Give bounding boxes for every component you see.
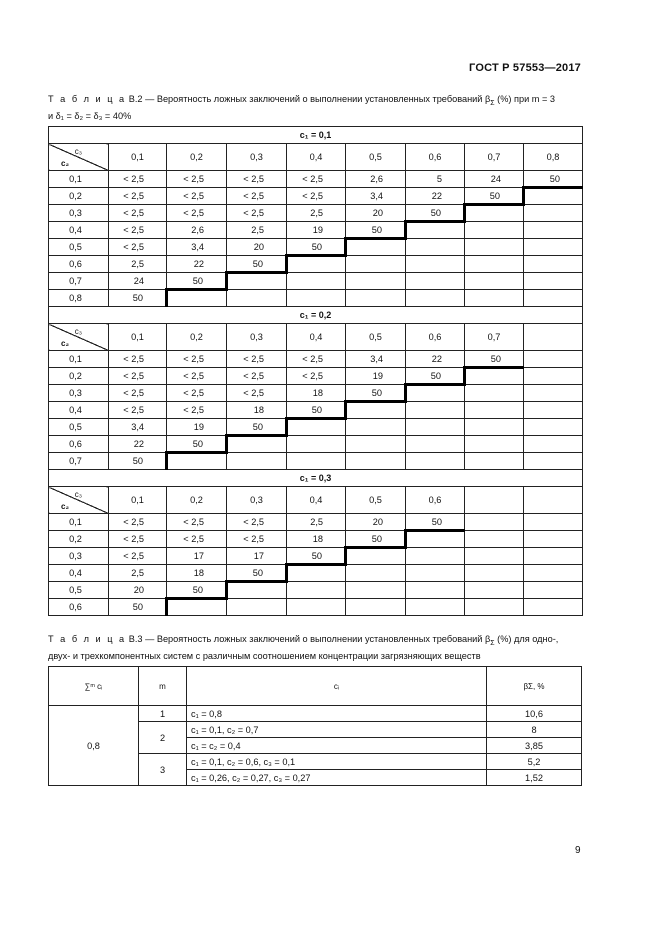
table-cell	[524, 188, 583, 205]
row-header: 0,6	[49, 256, 109, 273]
column-header: 0,6	[406, 144, 465, 171]
table-cell: < 2,5	[109, 531, 167, 548]
table-cell: 18	[167, 565, 227, 582]
table-cell	[524, 402, 583, 419]
ci-value: c₁ = 0,1, c₂ = 0,7	[187, 722, 487, 738]
table-cell: 50	[227, 565, 287, 582]
table-cell	[406, 402, 465, 419]
table-cell	[287, 436, 346, 453]
table-cell	[465, 205, 524, 222]
table-cell: 50	[109, 599, 167, 616]
table-cell	[227, 273, 287, 290]
row-header: 0,7	[49, 453, 109, 470]
table-cell: < 2,5	[167, 351, 227, 368]
table-cell: 2,5	[287, 205, 346, 222]
column-header: 0,1	[109, 487, 167, 514]
table-cell	[524, 239, 583, 256]
table-cell	[524, 531, 583, 548]
table-cell	[465, 402, 524, 419]
beta-value: 1,52	[487, 770, 582, 786]
table-cell: 50	[227, 256, 287, 273]
table-cell: < 2,5	[287, 171, 346, 188]
table-cell: 50	[287, 402, 346, 419]
table-cell: 5	[406, 171, 465, 188]
column-header: 0,4	[287, 324, 346, 351]
table-cell	[287, 256, 346, 273]
table-cell	[346, 419, 406, 436]
row-label: c₂	[61, 339, 70, 348]
table-cell	[465, 548, 524, 565]
table-cell: < 2,5	[227, 171, 287, 188]
beta-value: 5,2	[487, 754, 582, 770]
table-cell	[406, 565, 465, 582]
table-cell: 19	[287, 222, 346, 239]
column-header: 0,8	[524, 144, 583, 171]
row-header: 0,2	[49, 188, 109, 205]
ci-value: c₁ = 0,26, c₂ = 0,27, c₃ = 0,27	[187, 770, 487, 786]
row-header: 0,3	[49, 385, 109, 402]
table-cell	[167, 453, 227, 470]
column-header	[524, 324, 583, 351]
column-header: 0,2	[167, 144, 227, 171]
table-cell	[524, 273, 583, 290]
table-cell: 3,4	[109, 419, 167, 436]
table-cell	[524, 385, 583, 402]
table-cell: < 2,5	[167, 171, 227, 188]
row-label: c₂	[61, 159, 70, 168]
table-cell	[465, 453, 524, 470]
table-b3-caption: Т а б л и ц а В.3 — Вероятность ложных заключений о выполнении установленных требований $\beta_\Sigma$ (%) для одно-, двух- и трехкомпонентных систем с различным соотношением концентрации загрязняющих веществ	[48, 634, 559, 661]
table-cell: 50	[465, 351, 524, 368]
table-cell: < 2,5	[227, 351, 287, 368]
table-cell: < 2,5	[109, 351, 167, 368]
ci-value: c₁ = 0,1, c₂ = 0,6, c₃ = 0,1	[187, 754, 487, 770]
row-header: 0,5	[49, 582, 109, 599]
table-cell: 50	[109, 290, 167, 307]
column-header: 0,6	[406, 487, 465, 514]
table-cell: < 2,5	[227, 205, 287, 222]
table-cell: 50	[167, 273, 227, 290]
table-cell	[406, 256, 465, 273]
row-label: c₂	[61, 502, 70, 511]
table-cell: 18	[287, 385, 346, 402]
table-cell	[524, 368, 583, 385]
table-cell: 2,6	[346, 171, 406, 188]
col-label: c₃	[74, 327, 82, 336]
table-b2	[48, 126, 583, 616]
column-header: 0,1	[109, 324, 167, 351]
m-value: 2	[139, 722, 187, 754]
table-cell	[465, 565, 524, 582]
table-cell	[465, 385, 524, 402]
table-cell	[227, 436, 287, 453]
header-ci: cᵢ	[187, 667, 487, 706]
table-cell	[346, 565, 406, 582]
table-cell: 50	[346, 531, 406, 548]
column-header: 0,5	[346, 144, 406, 171]
table-cell	[465, 222, 524, 239]
column-header: 0,2	[167, 487, 227, 514]
table-cell: 17	[227, 548, 287, 565]
table-cell	[524, 256, 583, 273]
table-cell: 50	[346, 385, 406, 402]
beta-value: 8	[487, 722, 582, 738]
col-label: c₃	[74, 490, 82, 499]
table-cell	[167, 290, 227, 307]
table-cell: 20	[109, 582, 167, 599]
header-m: m	[139, 667, 187, 706]
table-cell	[406, 290, 465, 307]
table-cell	[524, 205, 583, 222]
table-cell	[524, 548, 583, 565]
table-cell: < 2,5	[109, 385, 167, 402]
table-cell: < 2,5	[109, 402, 167, 419]
table-cell: < 2,5	[227, 188, 287, 205]
beta-value: 3,85	[487, 738, 582, 754]
table-cell	[465, 599, 524, 616]
table-cell: 50	[465, 188, 524, 205]
table-cell: 50	[109, 453, 167, 470]
table-cell	[524, 453, 583, 470]
table-cell	[346, 582, 406, 599]
table-cell: < 2,5	[109, 514, 167, 531]
table-cell	[524, 436, 583, 453]
row-header: 0,5	[49, 239, 109, 256]
table-cell: 3,4	[167, 239, 227, 256]
row-header: 0,4	[49, 565, 109, 582]
table-cell	[287, 453, 346, 470]
table-cell	[406, 222, 465, 239]
header-beta: βΣ, %	[487, 667, 582, 706]
section-title: c₁ = 0,1	[49, 127, 583, 144]
table-cell	[287, 273, 346, 290]
table-cell	[287, 565, 346, 582]
table-cell: 50	[406, 514, 465, 531]
table-cell: 2,5	[109, 565, 167, 582]
table-cell	[287, 582, 346, 599]
table-cell: < 2,5	[287, 188, 346, 205]
table-cell	[227, 290, 287, 307]
table-cell: < 2,5	[109, 171, 167, 188]
table-cell	[227, 582, 287, 599]
standard-number: ГОСТ Р 57553—2017	[469, 62, 581, 74]
table-cell: 20	[346, 205, 406, 222]
table-cell	[346, 273, 406, 290]
table-cell	[465, 273, 524, 290]
table-cell	[524, 419, 583, 436]
table-cell: < 2,5	[227, 514, 287, 531]
table-cell: 22	[109, 436, 167, 453]
row-header: 0,6	[49, 599, 109, 616]
table-cell: 50	[167, 436, 227, 453]
table-cell: 50	[346, 222, 406, 239]
table-cell	[346, 548, 406, 565]
column-header: 0,4	[287, 487, 346, 514]
table-cell: 24	[109, 273, 167, 290]
row-header: 0,4	[49, 222, 109, 239]
page-number: 9	[575, 845, 581, 856]
table-cell: < 2,5	[167, 368, 227, 385]
table-cell	[406, 453, 465, 470]
table-cell: 2,5	[227, 222, 287, 239]
row-header: 0,1	[49, 171, 109, 188]
table-cell: < 2,5	[227, 368, 287, 385]
section-title: c₁ = 0,3	[49, 470, 583, 487]
table-cell: 50	[406, 205, 465, 222]
table-cell: 2,5	[287, 514, 346, 531]
table-cell	[346, 453, 406, 470]
table-cell: 3,4	[346, 351, 406, 368]
col-label: c₃	[74, 147, 82, 156]
table-cell: 3,4	[346, 188, 406, 205]
table-cell	[524, 582, 583, 599]
table-cell	[406, 239, 465, 256]
column-header: 0,6	[406, 324, 465, 351]
table-cell	[465, 436, 524, 453]
table-cell	[287, 419, 346, 436]
table-cell	[406, 531, 465, 548]
table-cell	[465, 514, 524, 531]
row-header: 0,7	[49, 273, 109, 290]
table-cell	[287, 599, 346, 616]
table-cell: < 2,5	[109, 188, 167, 205]
m-value: 3	[139, 754, 187, 786]
table-cell	[227, 599, 287, 616]
table-cell: < 2,5	[167, 188, 227, 205]
table-cell: < 2,5	[167, 385, 227, 402]
table-cell	[524, 514, 583, 531]
table-cell	[524, 351, 583, 368]
table-cell	[406, 273, 465, 290]
table-cell: 50	[524, 171, 583, 188]
table-cell	[406, 548, 465, 565]
table-cell: 2,5	[109, 256, 167, 273]
column-header: 0,3	[227, 324, 287, 351]
table-cell	[465, 239, 524, 256]
table-cell: < 2,5	[109, 548, 167, 565]
column-header: 0,4	[287, 144, 346, 171]
table-cell	[465, 419, 524, 436]
table-cell: < 2,5	[167, 514, 227, 531]
section-title: c₁ = 0,2	[49, 307, 583, 324]
column-header: 0,5	[346, 324, 406, 351]
table-cell	[465, 256, 524, 273]
table-cell	[406, 385, 465, 402]
table-cell: < 2,5	[227, 385, 287, 402]
table-cell	[524, 565, 583, 582]
table-cell	[227, 453, 287, 470]
table-cell: < 2,5	[227, 531, 287, 548]
table-cell	[346, 239, 406, 256]
table-cell	[524, 599, 583, 616]
table-cell	[346, 402, 406, 419]
column-header: 0,7	[465, 144, 524, 171]
table-cell: 50	[406, 368, 465, 385]
column-header: 0,3	[227, 144, 287, 171]
table-cell: < 2,5	[167, 205, 227, 222]
table-cell: < 2,5	[167, 402, 227, 419]
table-cell	[465, 368, 524, 385]
table-cell: 22	[406, 351, 465, 368]
table-cell: < 2,5	[109, 205, 167, 222]
sum-value: 0,8	[49, 706, 139, 786]
table-b2-caption: Т а б л и ц а В.2 — Вероятность ложных заключений о выполнении установленных требований $\beta_\Sigma$ (%) при m = 3 и δ₁ = δ₂ = δ₃ = 40%	[48, 94, 555, 121]
table-cell: 24	[465, 171, 524, 188]
table-cell: < 2,5	[167, 531, 227, 548]
table-cell	[346, 436, 406, 453]
table-cell: 18	[227, 402, 287, 419]
table-cell: 50	[287, 548, 346, 565]
table-cell	[406, 582, 465, 599]
table-cell: 50	[287, 239, 346, 256]
column-header: 0,5	[346, 487, 406, 514]
row-header: 0,1	[49, 514, 109, 531]
row-header: 0,8	[49, 290, 109, 307]
table-cell: < 2,5	[287, 368, 346, 385]
row-header: 0,3	[49, 205, 109, 222]
table-cell	[346, 290, 406, 307]
column-header: 0,2	[167, 324, 227, 351]
header-sum: ∑ᵐ cᵢ	[49, 667, 139, 706]
table-cell: 19	[346, 368, 406, 385]
table-cell: 22	[167, 256, 227, 273]
table-cell: < 2,5	[109, 222, 167, 239]
table-cell	[346, 599, 406, 616]
table-cell	[406, 419, 465, 436]
table-cell	[406, 436, 465, 453]
table-cell: 20	[227, 239, 287, 256]
diagonal-header	[49, 144, 109, 171]
row-header: 0,1	[49, 351, 109, 368]
table-cell: 17	[167, 548, 227, 565]
table-cell	[524, 290, 583, 307]
table-cell: 22	[406, 188, 465, 205]
column-header: 0,1	[109, 144, 167, 171]
table-cell: 2,6	[167, 222, 227, 239]
table-cell	[167, 599, 227, 616]
table-b3	[48, 666, 582, 786]
table-cell: 50	[167, 582, 227, 599]
ci-value: c₁ = 0,8	[187, 706, 487, 722]
column-header	[524, 487, 583, 514]
column-header	[465, 487, 524, 514]
row-header: 0,6	[49, 436, 109, 453]
table-cell	[406, 599, 465, 616]
column-header: 0,7	[465, 324, 524, 351]
table-cell	[465, 582, 524, 599]
table-cell	[346, 256, 406, 273]
table-cell: 20	[346, 514, 406, 531]
ci-value: c₁ = c₂ = 0,4	[187, 738, 487, 754]
table-cell: 19	[167, 419, 227, 436]
m-value: 1	[139, 706, 187, 722]
diagonal-header	[49, 324, 109, 351]
row-header: 0,3	[49, 548, 109, 565]
column-header: 0,3	[227, 487, 287, 514]
row-header: 0,4	[49, 402, 109, 419]
table-cell	[287, 290, 346, 307]
table-cell: 18	[287, 531, 346, 548]
row-header: 0,2	[49, 531, 109, 548]
row-header: 0,2	[49, 368, 109, 385]
diagonal-header	[49, 487, 109, 514]
table-cell	[465, 290, 524, 307]
table-cell: 50	[227, 419, 287, 436]
table-cell: < 2,5	[109, 368, 167, 385]
table-cell	[524, 222, 583, 239]
table-cell: < 2,5	[287, 351, 346, 368]
table-cell: < 2,5	[109, 239, 167, 256]
beta-value: 10,6	[487, 706, 582, 722]
row-header: 0,5	[49, 419, 109, 436]
table-cell	[465, 531, 524, 548]
